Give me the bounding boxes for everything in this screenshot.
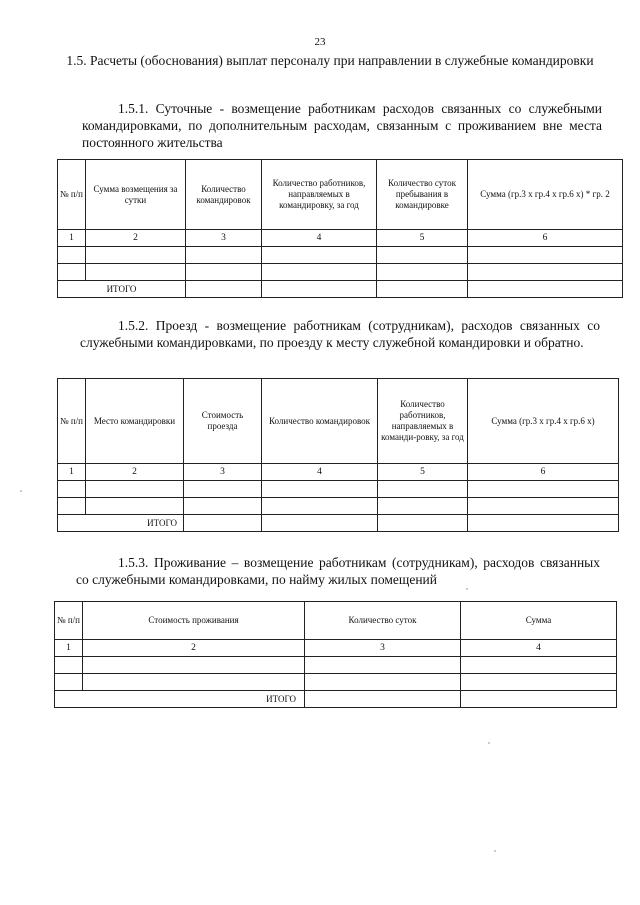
header-cell: Количество командировок [186,160,262,230]
paragraph-accommodation: 1.5.3. Проживание – возмещение работникам (сотрудникам), расходов связанных со служебными командировками, по найму жилых помещений [76,555,600,587]
table-row [58,481,619,498]
header-cell: Стоимость проезда [184,379,262,464]
table-travel [57,378,619,532]
column-number: 4 [262,230,377,247]
section-title: 1.5. Расчеты (обоснования) выплат персоналу при направлении в служебные командировки [66,53,594,68]
column-number: 3 [186,230,262,247]
header-cell: Количество суток пребывания в командировке [377,160,468,230]
table-per-diem [57,159,623,298]
header-cell: Место командировки [86,379,184,464]
total-row [55,691,617,708]
column-number-row [55,640,617,657]
column-number: 4 [262,464,378,481]
table-header-row [58,160,623,230]
column-number: 2 [86,464,184,481]
column-number: 4 [461,640,617,657]
header-cell: № п/п [58,160,86,230]
column-number-row [58,464,619,481]
column-number: 3 [305,640,461,657]
header-cell: Сумма [461,602,617,640]
total-label: ИТОГО [55,691,305,708]
column-number: 6 [468,464,619,481]
column-number: 1 [58,464,86,481]
column-number: 3 [184,464,262,481]
column-number: 5 [378,464,468,481]
column-number: 2 [83,640,305,657]
paragraph-travel: 1.5.2. Проезд - возмещение работникам (сотрудникам), расходов связанных со служебными командировками, по проезду к месту служебной командировки и обратно. [80,318,600,350]
table-row [58,264,623,281]
total-label: ИТОГО [58,281,186,298]
column-number: 1 [55,640,83,657]
scan-speck [466,588,468,590]
page-number: 23 [314,36,326,48]
header-cell: Сумма (гр.3 х гр.4 х гр.6 х) * гр. 2 [468,160,623,230]
table-row [55,657,617,674]
column-number: 5 [377,230,468,247]
column-number: 6 [468,230,623,247]
table-header-row [55,602,617,640]
table-header-row [58,379,619,464]
column-number: 2 [86,230,186,247]
header-cell: № п/п [58,379,86,464]
header-cell: Количество работников, направляемых в командировку, за год [262,160,377,230]
header-cell: Количество работников, направляемых в команди-ровку, за год [378,379,468,464]
scan-speck [488,742,490,744]
header-cell: Сумма возмещения за сутки [86,160,186,230]
total-row [58,281,623,298]
column-number-row [58,230,623,247]
total-label: ИТОГО [58,515,184,532]
table-row [55,674,617,691]
header-cell: Стоимость проживания [83,602,305,640]
scan-speck [494,850,496,852]
header-cell: Количество командировок [262,379,378,464]
header-cell: № п/п [55,602,83,640]
column-number: 1 [58,230,86,247]
total-row [58,515,619,532]
table-row [58,247,623,264]
paragraph-per-diem: 1.5.1. Суточные - возмещение работникам расходов связанных со служебными командировками, по дополнительным расходам, связанным с проживанием вне места постоянного жительства [82,101,602,150]
header-cell: Сумма (гр.3 х гр.4 х гр.6 х) [468,379,619,464]
table-accommodation [54,601,617,708]
scan-speck [20,490,22,492]
header-cell: Количество суток [305,602,461,640]
table-row [58,498,619,515]
